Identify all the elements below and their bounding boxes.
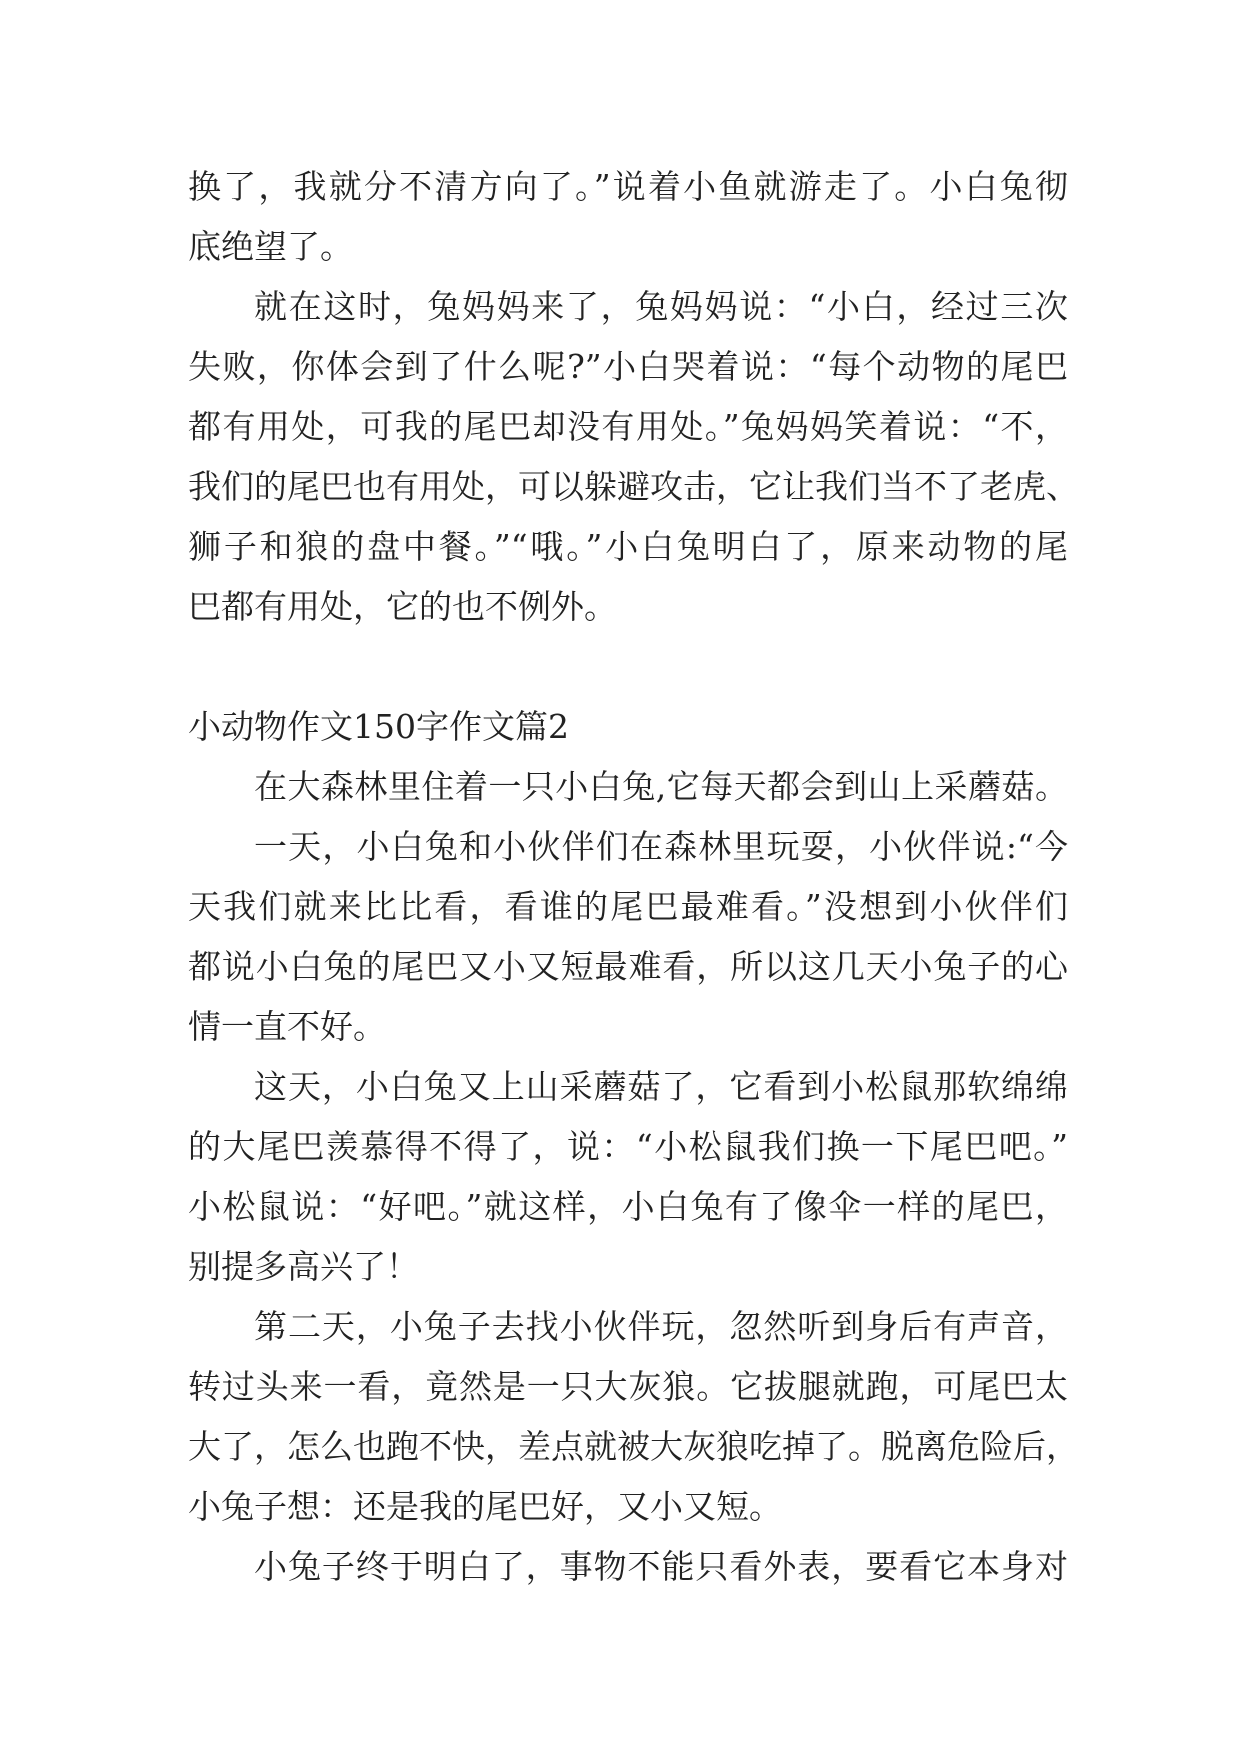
- text-line: 巴都有用处，它的也不例外。: [188, 587, 617, 626]
- text-line: 底绝望了。: [188, 227, 353, 266]
- text-line: 小兔子想：还是我的尾巴好，又小又短。: [188, 1487, 782, 1526]
- paragraph-first-line: 一天，小白兔和小伙伴们在森林里玩耍，小伙伴说:“今: [254, 827, 1068, 866]
- text-line: 情一直不好。: [188, 1007, 386, 1046]
- text-line: 别提多高兴了！: [188, 1247, 419, 1286]
- paragraph-first-line: 这天，小白兔又上山采蘑菇了，它看到小松鼠那软绵绵: [254, 1067, 1068, 1106]
- paragraph-first-line: 第二天，小兔子去找小伙伴玩，忽然听到身后有声音，: [254, 1307, 1068, 1346]
- text-line: 都说小白兔的尾巴又小又短最难看，所以这几天小兔子的心: [188, 947, 1068, 986]
- paragraph-first-line: 在大森林里住着一只小白兔,它每天都会到山上采蘑菇。: [254, 767, 1068, 806]
- text-line: 天我们就来比比看，看谁的尾巴最难看。”没想到小伙伴们: [188, 887, 1068, 926]
- text-line: 大了，怎么也跑不快，差点就被大灰狼吃掉了。脱离危险后，: [188, 1427, 1079, 1466]
- paragraph-first-line: 小兔子终于明白了，事物不能只看外表，要看它本身对: [254, 1547, 1068, 1586]
- text-line: 的大尾巴羡慕得不得了，说：“小松鼠我们换一下尾巴吧。”: [188, 1127, 1068, 1166]
- text-line: 小松鼠说：“好吧。”就这样，小白兔有了像伞一样的尾巴，: [188, 1187, 1068, 1226]
- text-line: 失败，你体会到了什么呢?”小白哭着说：“每个动物的尾巴: [188, 347, 1068, 386]
- text-line: 转过头来一看，竟然是一只大灰狼。它拔腿就跑，可尾巴太: [188, 1367, 1068, 1406]
- text-line: 我们的尾巴也有用处，可以躲避攻击，它让我们当不了老虎、: [188, 467, 1079, 506]
- paragraph-first-line: 就在这时，兔妈妈来了，兔妈妈说：“小白，经过三次: [254, 287, 1068, 326]
- text-line: 换了，我就分不清方向了。”说着小鱼就游走了。小白兔彻: [188, 167, 1068, 206]
- text-line: 都有用处，可我的尾巴却没有用处。”兔妈妈笑着说：“不，: [188, 407, 1068, 446]
- section-title: 小动物作文150字作文篇2: [188, 707, 569, 746]
- text-line: 狮子和狼的盘中餐。”“哦。”小白兔明白了，原来动物的尾: [188, 527, 1068, 566]
